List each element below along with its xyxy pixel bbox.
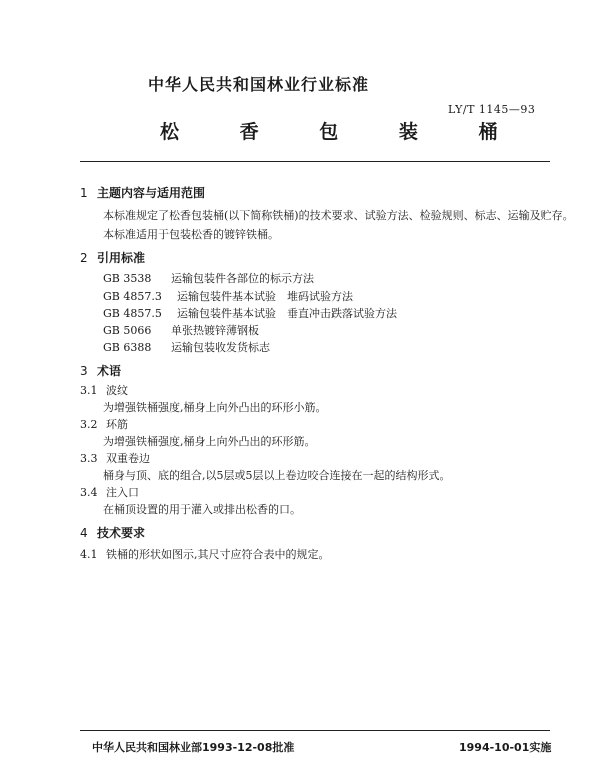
- reference-title: 运输包装件各部位的标示方法: [171, 272, 314, 285]
- standard-code: LY/T 1145—93: [448, 103, 536, 116]
- section-1-paragraph-1: 本标准规定了松香包装桶(以下简称铁桶)的技术要求、试验方法、检验规则、标志、运输及贮存。: [103, 209, 574, 222]
- term-definition: 在桶顶设置的用于灌入或排出松香的口。: [103, 503, 301, 516]
- term-name: 环筋: [106, 418, 128, 431]
- reference-item: [103, 305, 397, 321]
- section-1-heading: [80, 184, 205, 201]
- section-3-number: 3: [80, 364, 88, 378]
- term-number: 3.3: [80, 452, 98, 465]
- term-definition: 为增强铁桶强度,桶身上向外凸出的环形小筋。: [103, 401, 327, 414]
- clause-4-1: [80, 546, 330, 562]
- issuer-name: 中华人民共和国林业行业标准: [148, 75, 370, 94]
- section-1-title: 主题内容与适用范围: [97, 186, 206, 200]
- reference-item: [103, 339, 270, 355]
- section-1-number: 1: [80, 186, 88, 200]
- section-2-number: 2: [80, 251, 88, 265]
- reference-title: 单张热镀锌薄钢板: [171, 324, 259, 337]
- term-heading: [80, 416, 128, 432]
- reference-item: [103, 270, 314, 286]
- term-name: 注入口: [106, 486, 139, 499]
- reference-code: GB 5066: [103, 324, 152, 337]
- clause-number: 4.1: [80, 548, 98, 561]
- reference-code: GB 3538: [103, 272, 152, 285]
- term-name: 双重卷边: [106, 452, 150, 465]
- section-2-title: 引用标准: [97, 251, 146, 265]
- term-name: 波纹: [106, 384, 128, 397]
- section-2-heading: [80, 249, 145, 266]
- clause-text: 铁桶的形状如图示,其尺寸应符合表中的规定。: [106, 548, 330, 561]
- reference-title: 运输包装件基本试验 垂直冲击跌落试验方法: [177, 307, 397, 320]
- term-number: 3.4: [80, 486, 98, 499]
- section-3-heading: [80, 362, 121, 379]
- term-number: 3.1: [80, 384, 98, 397]
- section-4-heading: [80, 524, 145, 541]
- footer-rule: [80, 730, 550, 731]
- term-number: 3.2: [80, 418, 98, 431]
- reference-code: GB 4857.5: [103, 307, 162, 320]
- reference-code: GB 6388: [103, 341, 152, 354]
- term-definition: 为增强铁桶强度,桶身上向外凸出的环形筋。: [103, 435, 316, 448]
- document-title: 松 香 包 装 桶: [160, 121, 525, 143]
- reference-item: [103, 322, 259, 338]
- term-definition: 桶身与顶、底的组合,以5层或5层以上卷边咬合连接在一起的结构形式。: [103, 469, 451, 482]
- term-heading: [80, 382, 128, 398]
- section-1-paragraph-2: 本标准适用于包装松香的镀锌铁桶。: [103, 228, 279, 241]
- section-4-number: 4: [80, 526, 88, 540]
- reference-title: 运输包装件基本试验 堆码试验方法: [177, 290, 353, 303]
- header-rule: [80, 161, 550, 162]
- reference-item: [103, 288, 353, 304]
- effective-date: 1994-10-01实施: [459, 741, 552, 754]
- section-3-title: 术语: [97, 364, 122, 378]
- term-heading: [80, 484, 139, 500]
- reference-title: 运输包装收发货标志: [171, 341, 270, 354]
- issued-by: 中华人民共和国林业部1993-12-08批准: [92, 741, 295, 754]
- term-heading: [80, 450, 150, 466]
- reference-code: GB 4857.3: [103, 290, 162, 303]
- section-4-title: 技术要求: [97, 526, 146, 540]
